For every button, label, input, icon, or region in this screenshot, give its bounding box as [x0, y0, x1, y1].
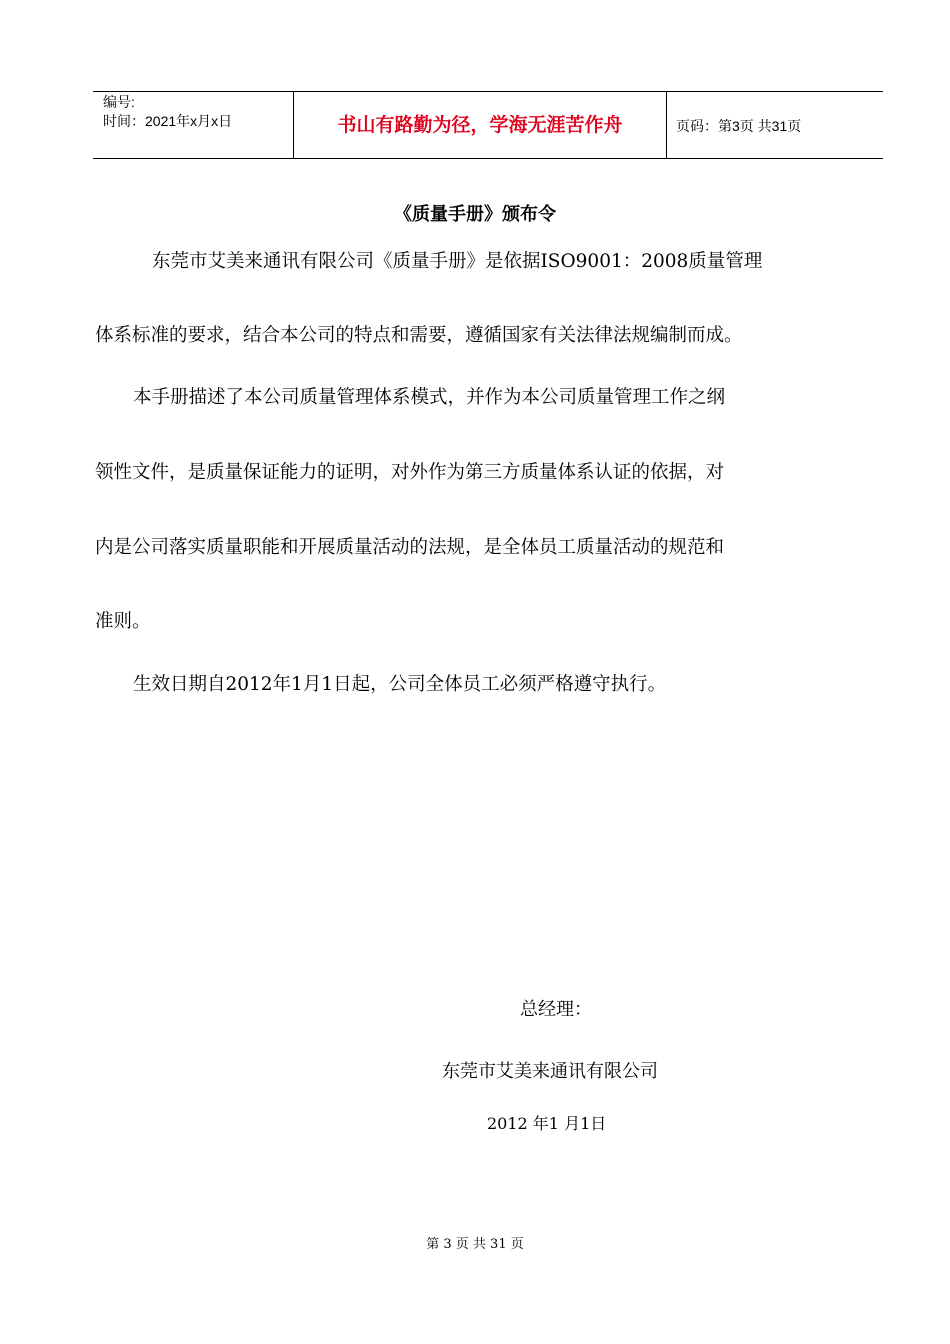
body-line-6: 准则。	[95, 611, 151, 632]
document-title: 《质量手册》颁布令	[394, 204, 556, 224]
body-line-3: 本手册描述了本公司质量管理体系模式，并作为本公司质量管理工作之纲	[133, 387, 726, 408]
signature-role: 总经理：	[520, 999, 592, 1020]
body-line-5: 内是公司落实质量职能和开展质量活动的法规，是全体员工质量活动的规范和	[95, 537, 725, 558]
header-page-number: 页码：第3页 共31页	[676, 118, 802, 134]
body-line-2: 体系标准的要求，结合本公司的特点和需要，遵循国家有关法律法规编制而成。	[95, 325, 743, 346]
header-motto-cell	[294, 92, 667, 158]
header-motto: 书山有路勤为径，学海无涯苦作舟	[337, 115, 623, 136]
body-line-7: 生效日期自2012年1月1日起，公司全体员工必须严格遵守执行。	[133, 674, 667, 695]
document-time-label: 时间：2021年x月x日	[103, 113, 233, 129]
header-page-cell	[667, 92, 883, 158]
header-table	[93, 91, 883, 159]
footer-page-number: 第 3 页 共 31 页	[426, 1237, 524, 1252]
body-line-4: 领性文件，是质量保证能力的证明，对外作为第三方质量体系认证的依据，对	[95, 462, 725, 483]
signature-date: 2012 年1 月1日	[487, 1114, 607, 1133]
signature-company: 东莞市艾美来通讯有限公司	[442, 1061, 658, 1082]
document-number-label: 编号:	[103, 94, 135, 110]
body-line-1: 东莞市艾美来通讯有限公司《质量手册》是依据ISO9001：2008质量管理	[152, 251, 763, 272]
header-info-cell	[93, 92, 294, 158]
